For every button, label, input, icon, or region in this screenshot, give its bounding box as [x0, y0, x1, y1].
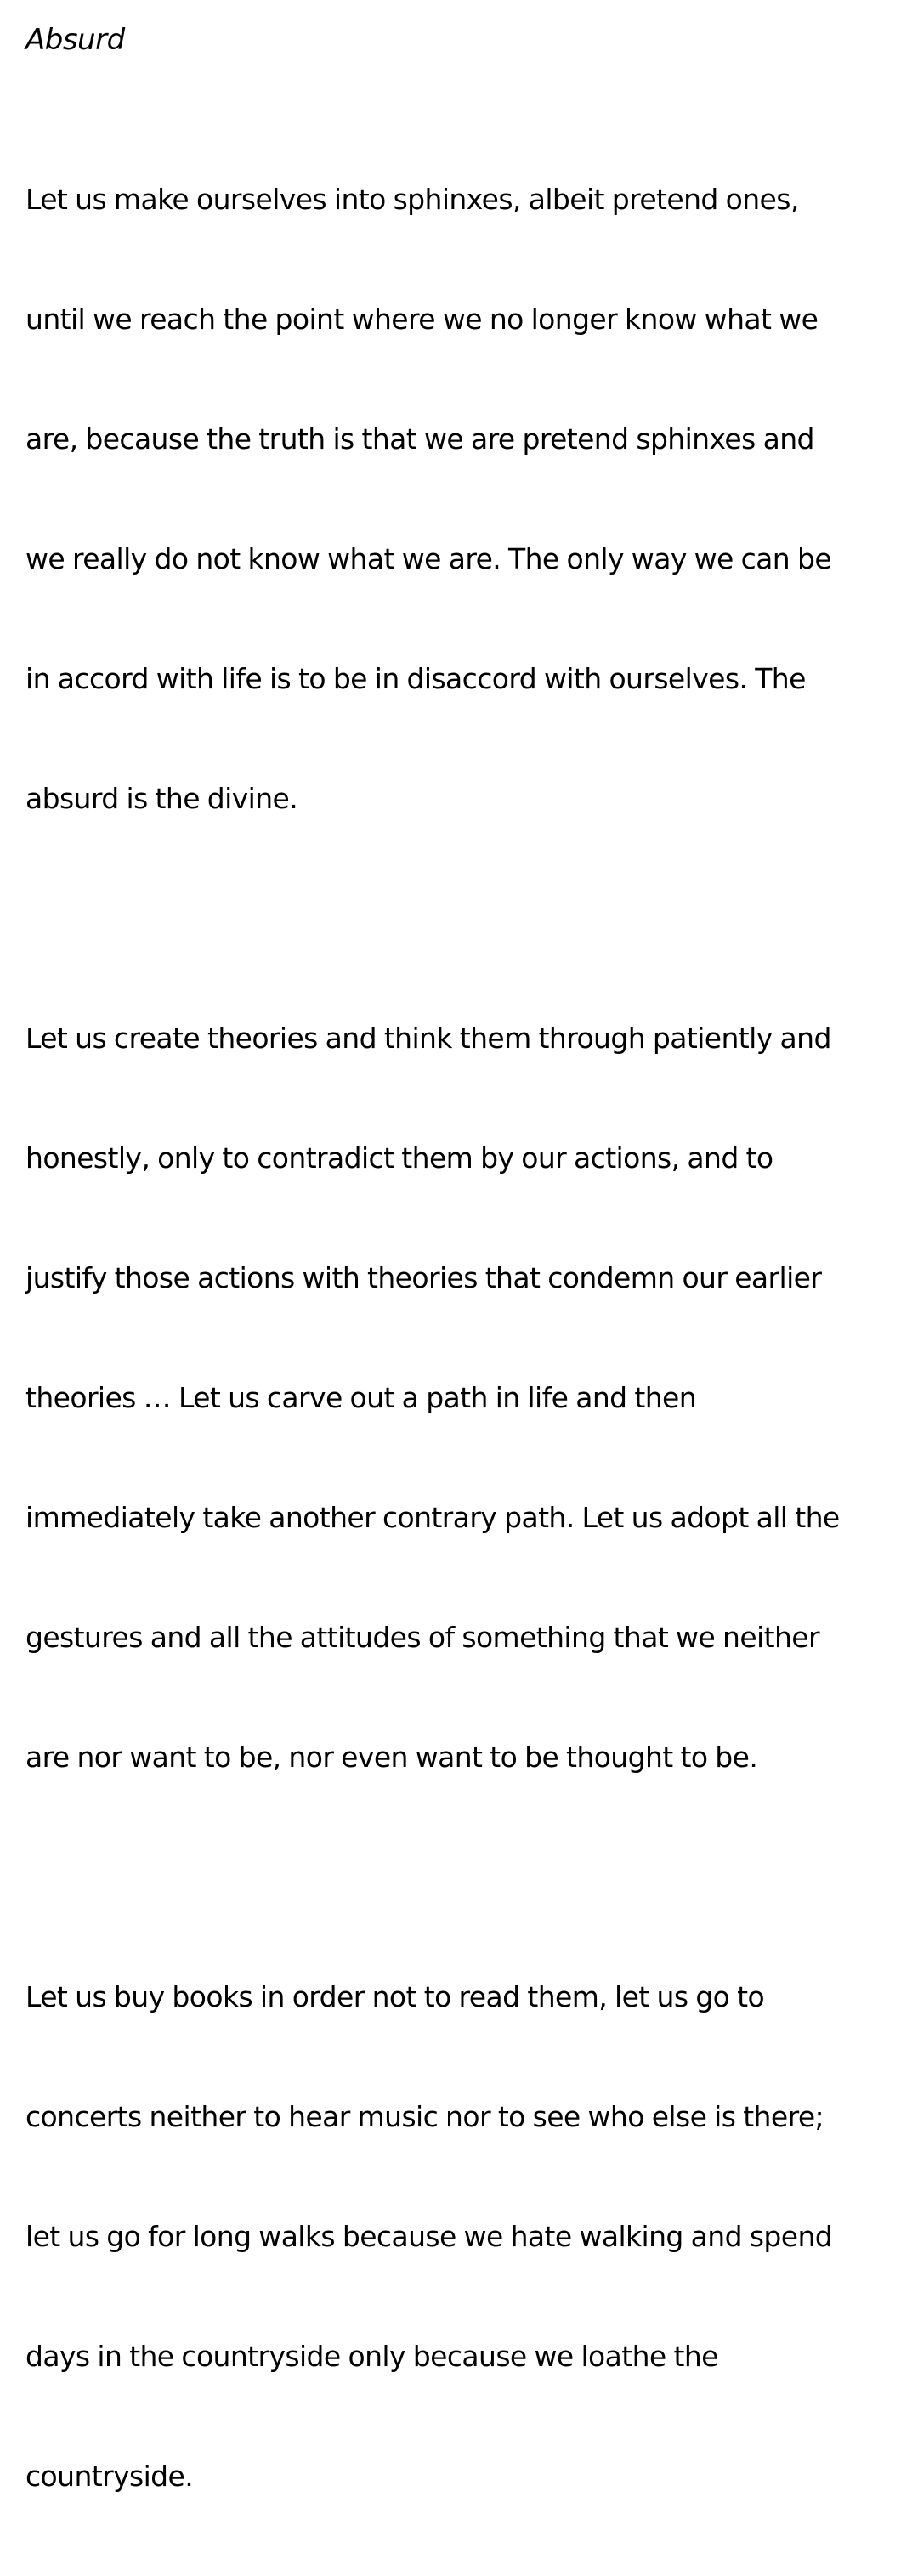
paragraph-2-line-4: theories … Let us carve out a path in life and then	[26, 1381, 697, 1414]
paragraph-1-line-5: in accord with life is to be in disaccord with ourselves. The	[26, 662, 806, 695]
paragraph-spacer	[26, 898, 901, 938]
paragraph-1-line-1: Let us make ourselves into sphinxes, albeit pretend ones,	[26, 183, 799, 216]
paragraph-3-line-4: days in the countryside only because we loathe the	[26, 2340, 718, 2373]
paragraph-2-line-1: Let us create theories and think them through patiently and	[26, 1022, 831, 1055]
paragraph-3	[26, 1897, 901, 2576]
paragraph-2-line-7: are nor want to be, nor even want to be thought to be.	[26, 1741, 758, 1774]
paragraph-2-line-2: honestly, only to contradict them by our actions, and to	[26, 1141, 774, 1175]
paragraph-2-line-6: gestures and all the attitudes of something that we neither	[26, 1621, 819, 1654]
paragraph-1-line-2: until we reach the point where we no longer know what we	[26, 303, 819, 336]
paragraph-1-line-4: we really do not know what we are. The only way we can be	[26, 542, 832, 575]
paragraph-3-line-1: Let us buy books in order not to read them, let us go to	[26, 1980, 765, 2013]
paragraph-1-line-3: are, because the truth is that we are pretend sphinxes and	[26, 422, 814, 456]
paragraph-1-line-6: absurd is the divine.	[26, 782, 298, 815]
paragraph-3-line-3: let us go for long walks because we hate walking and spend	[26, 2220, 833, 2253]
document-title: Absurd	[26, 23, 125, 57]
paragraph-2	[26, 938, 901, 1857]
paragraph-3-line-5: countryside.	[26, 2460, 194, 2493]
document-page	[26, 20, 901, 2576]
paragraph-1	[26, 99, 901, 898]
title-spacer	[26, 59, 901, 99]
paragraph-spacer	[26, 1857, 901, 1897]
paragraph-3-line-2: concerts neither to hear music nor to see who else is there;	[26, 2100, 824, 2133]
paragraph-2-line-3: justify those actions with theories that condemn our earlier	[26, 1261, 822, 1294]
paragraph-2-line-5: immediately take another contrary path. Let us adopt all the	[26, 1501, 840, 1534]
